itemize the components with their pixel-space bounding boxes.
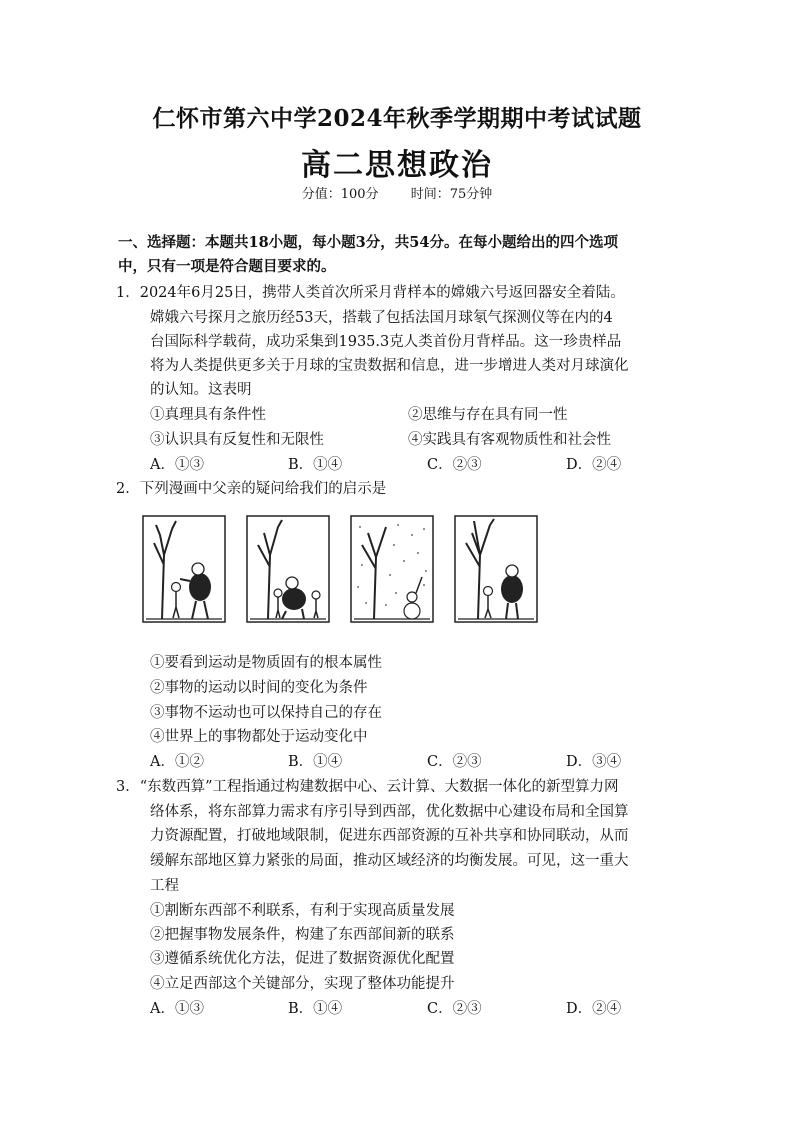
q1-choice-c[interactable]: C．②③	[427, 457, 482, 473]
q3-option-2: ②把握事物发展条件，构建了东西部间新的联系	[150, 927, 455, 943]
section-instructions-cont: 中，只有一项是符合题目要求的。	[118, 258, 336, 275]
q1-option-2: ②思维与存在具有同一性	[408, 407, 568, 423]
q1-choice-a[interactable]: A．①③	[150, 457, 204, 473]
score-info: 分值：100分	[301, 187, 379, 202]
q1-choice-d[interactable]: D．②④	[566, 457, 622, 473]
q3-stem-line: 3．“东数西算”工程指通过构建数据中心、云计算、大数据一体化的新型算力网	[116, 779, 619, 795]
subject-title: 高二思想政治	[301, 148, 493, 183]
q3-stem-line: 缓解东部地区算力紧张的局面，推动区域经济的均衡发展。可见，这一重大	[150, 853, 629, 869]
q3-option-1: ①割断东西部不利联系，有利于实现高质量发展	[150, 903, 455, 919]
q3-choice-a[interactable]: A．①③	[150, 1001, 204, 1017]
q3-option-4: ④立足西部这个关键部分，实现了整体功能提升	[150, 976, 455, 992]
q3-stem-line: 工程	[150, 878, 179, 894]
father-kneeling-two-children-icon	[246, 515, 330, 623]
snowy-tree-snowman-icon	[350, 515, 434, 623]
q1-choice-b[interactable]: B．①④	[288, 457, 343, 473]
q3-choice-b[interactable]: B．①④	[288, 1001, 343, 1017]
q2-choice-b[interactable]: B．①④	[288, 754, 343, 770]
q2-stem: 2．下列漫画中父亲的疑问给我们的启示是	[116, 481, 387, 497]
q3-choice-c[interactable]: C．②③	[427, 1001, 482, 1017]
exam-title: 仁怀市第六中学2024年秋季学期期中考试试题	[152, 105, 642, 132]
q2-choice-d[interactable]: D．③④	[566, 754, 622, 770]
exam-meta	[0, 183, 794, 202]
q3-stem-line: 络体系，将东部算力需求有序引导到西部，优化数据中心建设布局和全国算	[150, 804, 629, 820]
time-info: 时间：75分钟	[410, 187, 493, 202]
q1-option-1: ①真理具有条件性	[150, 407, 266, 423]
q3-stem-line: 力资源配置，打破地域限制，促进东西部资源的互补共享和协同联动，从而	[150, 828, 629, 844]
section-instructions: 一、选择题：本题共18小题，每小题3分，共54分。在每小题给出的四个选项	[118, 234, 618, 251]
q1-stem-line: 嫦娥六号探月之旅历经53天，搭载了包括法国月球氡气探测仪等在内的4	[150, 310, 613, 326]
q2-choice-a[interactable]: A．①②	[150, 754, 204, 770]
q1-stem-line: 1．2024年6月25日，携带人类首次所采月背样本的嫦娥六号返回器安全着陆。	[116, 285, 625, 301]
q3-option-3: ③遵循系统优化方法，促进了数据资源优化配置	[150, 951, 455, 967]
q1-stem-line: 将为人类提供更多关于月球的宝贵数据和信息，进一步增进人类对月球演化	[150, 358, 629, 374]
q3-choice-d[interactable]: D．②④	[566, 1001, 622, 1017]
q1-stem-line: 的认知。这表明	[150, 382, 252, 398]
q2-option-2: ②事物的运动以时间的变化为条件	[150, 680, 368, 696]
q2-choice-c[interactable]: C．②③	[427, 754, 482, 770]
q2-option-4: ④世界上的事物都处于运动变化中	[150, 729, 368, 745]
child-grown-by-tree-icon	[454, 515, 538, 623]
q1-stem-line: 台国际科学载荷，成功采集到1935.3克人类首份月背样品。这一珍贵样品	[150, 334, 622, 350]
q1-option-3: ③认识具有反复性和无限性	[150, 432, 324, 448]
father-measuring-child-icon	[142, 515, 226, 623]
q2-option-3: ③事物不运动也可以保持自己的存在	[150, 705, 382, 721]
q2-option-1: ①要看到运动是物质固有的根本属性	[150, 655, 382, 671]
q1-option-4: ④实践具有客观物质性和社会性	[408, 432, 611, 448]
